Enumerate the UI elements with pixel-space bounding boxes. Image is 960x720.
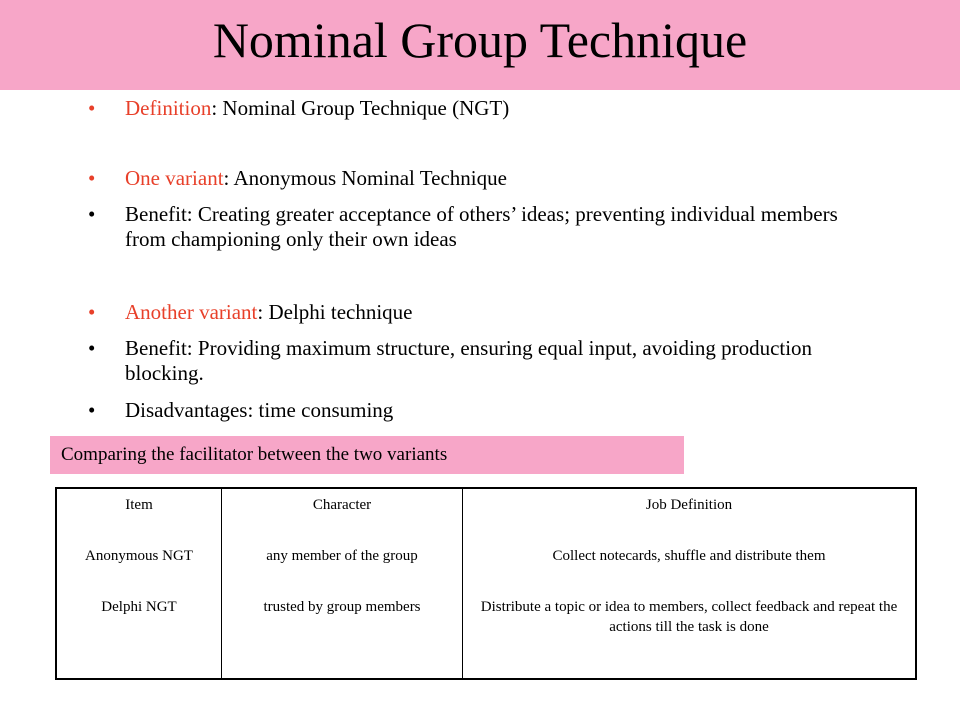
bullet-text: Disadvantages: time consuming (125, 398, 394, 422)
bullet-another-variant (88, 300, 868, 325)
slide-title: Nominal Group Technique (212, 12, 748, 68)
bullet-benefit-1 (88, 202, 868, 252)
bullet-dot: • (88, 96, 96, 120)
bullet-text: : Nominal Group Technique (NGT) (211, 96, 510, 120)
comparison-table (55, 487, 917, 680)
cell-job-definition: Collect notecards, shuffle and distribute them (463, 540, 917, 591)
bullet-label: One variant (125, 166, 224, 190)
bullet-text: Benefit: Creating greater acceptance of others’ ideas; preventing individual members from championing only their own ideas (125, 202, 838, 251)
header-character: Character (222, 488, 463, 540)
comparison-banner (50, 436, 684, 474)
table-row (56, 540, 916, 591)
bullet-definition (88, 96, 868, 121)
bullet-dot: • (88, 300, 96, 324)
bullet-text: : Delphi technique (257, 300, 413, 324)
bullet-text: Benefit: Providing maximum structure, ensuring equal input, avoiding production blocking. (125, 336, 813, 385)
header-job-definition: Job Definition (463, 488, 917, 540)
bullet-text: : Anonymous Nominal Technique (223, 166, 507, 190)
cell-item: Anonymous NGT (56, 540, 222, 591)
cell-character: any member of the group (222, 540, 463, 591)
bullet-label: Another variant (125, 300, 258, 324)
bullet-dot: • (88, 202, 96, 226)
table-row (56, 591, 916, 679)
banner-text: Comparing the facilitator between the two variants (61, 444, 448, 465)
bullet-dot: • (88, 336, 96, 360)
cell-job-definition: Distribute a topic or idea to members, collect feedback and repeat the actions till the task is done (463, 591, 917, 679)
cell-item: Delphi NGT (56, 591, 222, 679)
bullet-benefit-2 (88, 336, 868, 386)
cell-character: trusted by group members (222, 591, 463, 679)
bullet-dot: • (88, 166, 96, 190)
bullet-label: Definition (125, 96, 212, 120)
bullet-one-variant (88, 166, 868, 191)
bullet-disadvantages (88, 398, 868, 423)
header-item: Item (56, 488, 222, 540)
bullet-dot: • (88, 398, 96, 422)
table-header-row (56, 488, 916, 540)
